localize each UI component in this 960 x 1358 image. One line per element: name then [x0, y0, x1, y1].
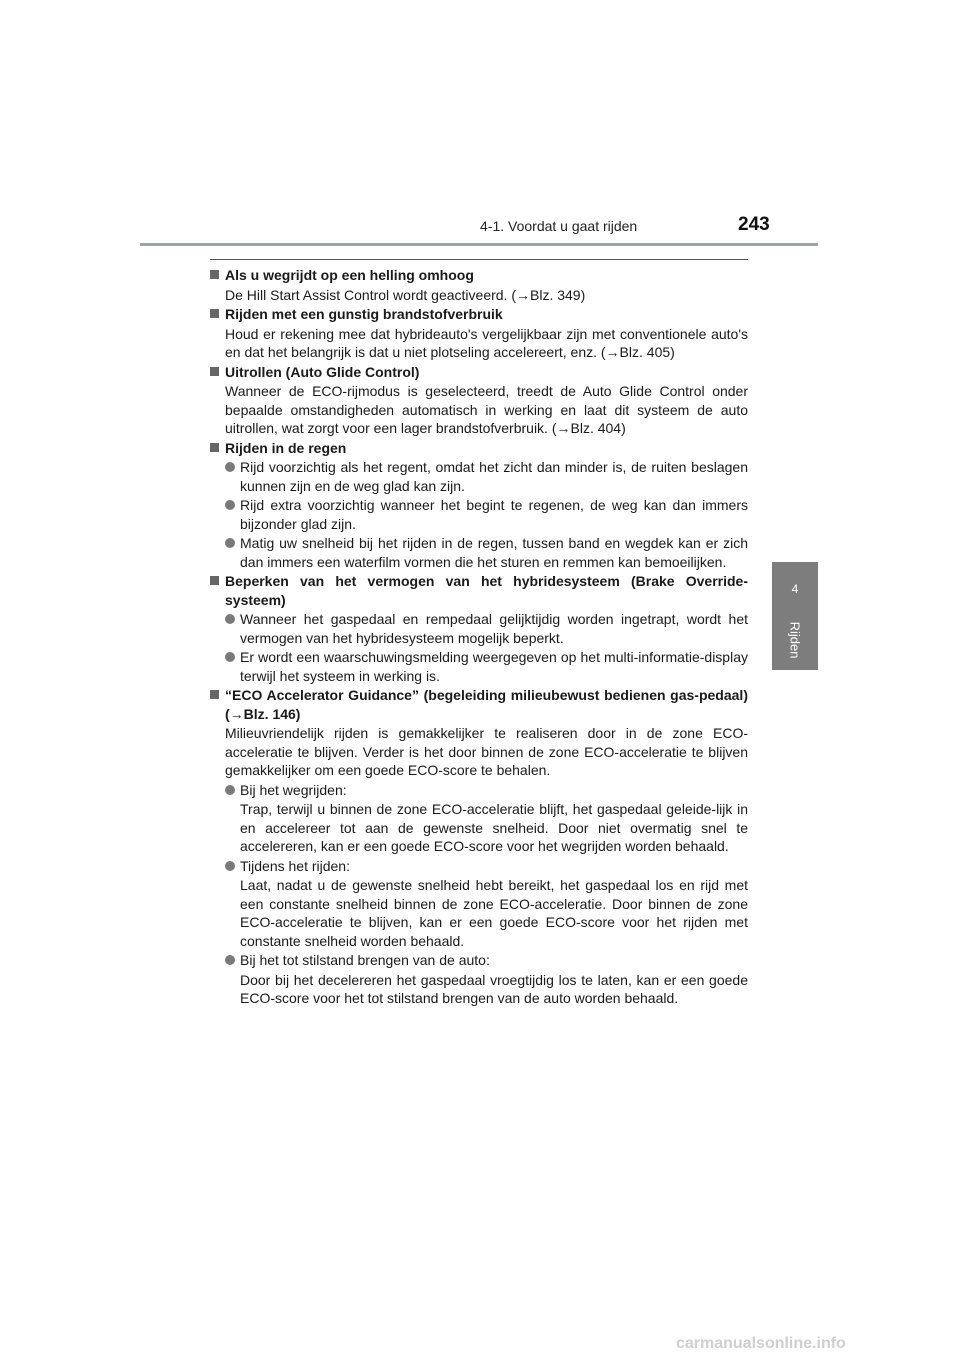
- section-heading: Als u wegrijdt op een helling omhoog: [225, 267, 474, 283]
- round-bullet-icon: [225, 462, 235, 472]
- square-bullet-icon: [210, 309, 219, 318]
- round-bullet-icon: [225, 861, 235, 871]
- round-bullet-icon: [225, 652, 235, 662]
- bullet-text: Door bij het decelereren het gaspedaal vroegtijdig los te laten, kan er een goede ECO-score voor het tot stilstand brengen van de auto worden behaald.: [240, 971, 748, 1006]
- bullet-text: Er wordt een waarschuwingsmelding weergegeven op het multi-informatie-display terwijl het systeem in werking is.: [240, 649, 748, 684]
- square-bullet-icon: [210, 270, 219, 279]
- section-heading: “ECO Accelerator Guidance” (begeleiding milieubewust bedienen gas-pedaal) (→Blz. 146): [225, 687, 748, 722]
- section-rain: [210, 439, 748, 572]
- square-bullet-icon: [210, 443, 219, 452]
- section-heading: Beperken van het vermogen van het hybridesysteem (Brake Override-systeem): [225, 573, 748, 608]
- bullet-title: Tijdens het rijden:: [240, 857, 350, 874]
- bullet-text: Laat, nadat u de gewenste snelheid hebt bereikt, het gaspedaal los en rijd met een constante snelheid binnen de zone ECO-acceleratie. Door binnen de zone ECO-acceleratie te blijven, kan er een goede ECO-score voor het rijden met constante snelheid worden behaald.: [240, 877, 748, 949]
- bullet-text: Matig uw snelheid bij het rijden in de regen, tussen band en wegdek kan er zich dan immers een waterfilm vormen die het sturen en remmen kan bemoeilijken.: [240, 535, 748, 570]
- watermark: carmanualsonline.info: [676, 1335, 846, 1352]
- square-bullet-icon: [210, 367, 219, 376]
- section-brake-override: [210, 572, 748, 685]
- section-text: Houd er rekening mee dat hybrideauto's vergelijkbaar zijn met conventionele auto's en dat het belangrijk is dat u niet plotseling accelereert, enz. (→Blz. 405): [225, 325, 748, 360]
- bullet-title: Bij het wegrijden:: [240, 781, 347, 798]
- content-divider: [210, 259, 748, 260]
- round-bullet-icon: [225, 785, 235, 795]
- round-bullet-icon: [225, 500, 235, 510]
- section-auto-glide: [210, 363, 748, 438]
- chapter-tab-label: Rijden: [787, 621, 803, 659]
- section-text: De Hill Start Assist Control wordt geactiveerd. (→Blz. 349): [225, 286, 586, 303]
- bullet-text: Rijd extra voorzichtig wanneer het begint te regenen, de weg kan dan immers bijzonder glad zijn.: [240, 497, 748, 532]
- section-eco-guidance: [210, 686, 748, 1008]
- section-text: Milieuvriendelijk rijden is gemakkelijker te realiseren door in de zone ECO-acceleratie te blijven. Verder is het door binnen de zone ECO-acceleratie te blijven gemakkelijker om een goede ECO-score te behalen.: [225, 725, 748, 778]
- section-title: 4-1. Voordat u gaat rijden: [480, 218, 638, 234]
- bullet-text: Rijd voorzichtig als het regent, omdat het zicht dan minder is, de ruiten beslagen kunnen zijn en de weg glad kan zijn.: [240, 459, 748, 494]
- round-bullet-icon: [225, 955, 235, 965]
- round-bullet-icon: [225, 538, 235, 548]
- section-heading: Rijden in de regen: [225, 439, 347, 456]
- header-divider: [140, 243, 818, 246]
- page-number: 243: [738, 214, 770, 235]
- section-heading: Uitrollen (Auto Glide Control): [225, 363, 420, 380]
- bullet-title: Bij het tot stilstand brengen van de auto:: [240, 952, 490, 968]
- section-fuel-economy: [210, 305, 748, 362]
- section-hill-start: [210, 266, 748, 304]
- square-bullet-icon: [210, 576, 219, 585]
- chapter-tab-number: 4: [791, 582, 799, 596]
- square-bullet-icon: [210, 690, 219, 699]
- round-bullet-icon: [225, 614, 235, 624]
- bullet-text: Wanneer het gaspedaal en rempedaal gelijktijdig worden ingetrapt, wordt het vermogen van het hybridesysteem mogelijk beperkt.: [240, 611, 748, 646]
- section-heading: Rijden met een gunstig brandstofverbruik: [225, 306, 503, 322]
- page-content: [210, 265, 748, 1008]
- bullet-text: Trap, terwijl u binnen de zone ECO-acceleratie blijft, het gaspedaal geleide-lijk in en accelereer tot aan de gewenste snelheid. Door niet overmatig snel te accelereren, kan er een goede ECO-score voor het wegrijden worden behaald.: [240, 801, 748, 854]
- section-text: Wanneer de ECO-rijmodus is geselecteerd, treedt de Auto Glide Control onder bepaalde omstandigheden automatisch in werking en laat dit systeem de auto uitrollen, wat zorgt voor een lager brandstofverbruik. (→Blz. 404): [225, 383, 748, 436]
